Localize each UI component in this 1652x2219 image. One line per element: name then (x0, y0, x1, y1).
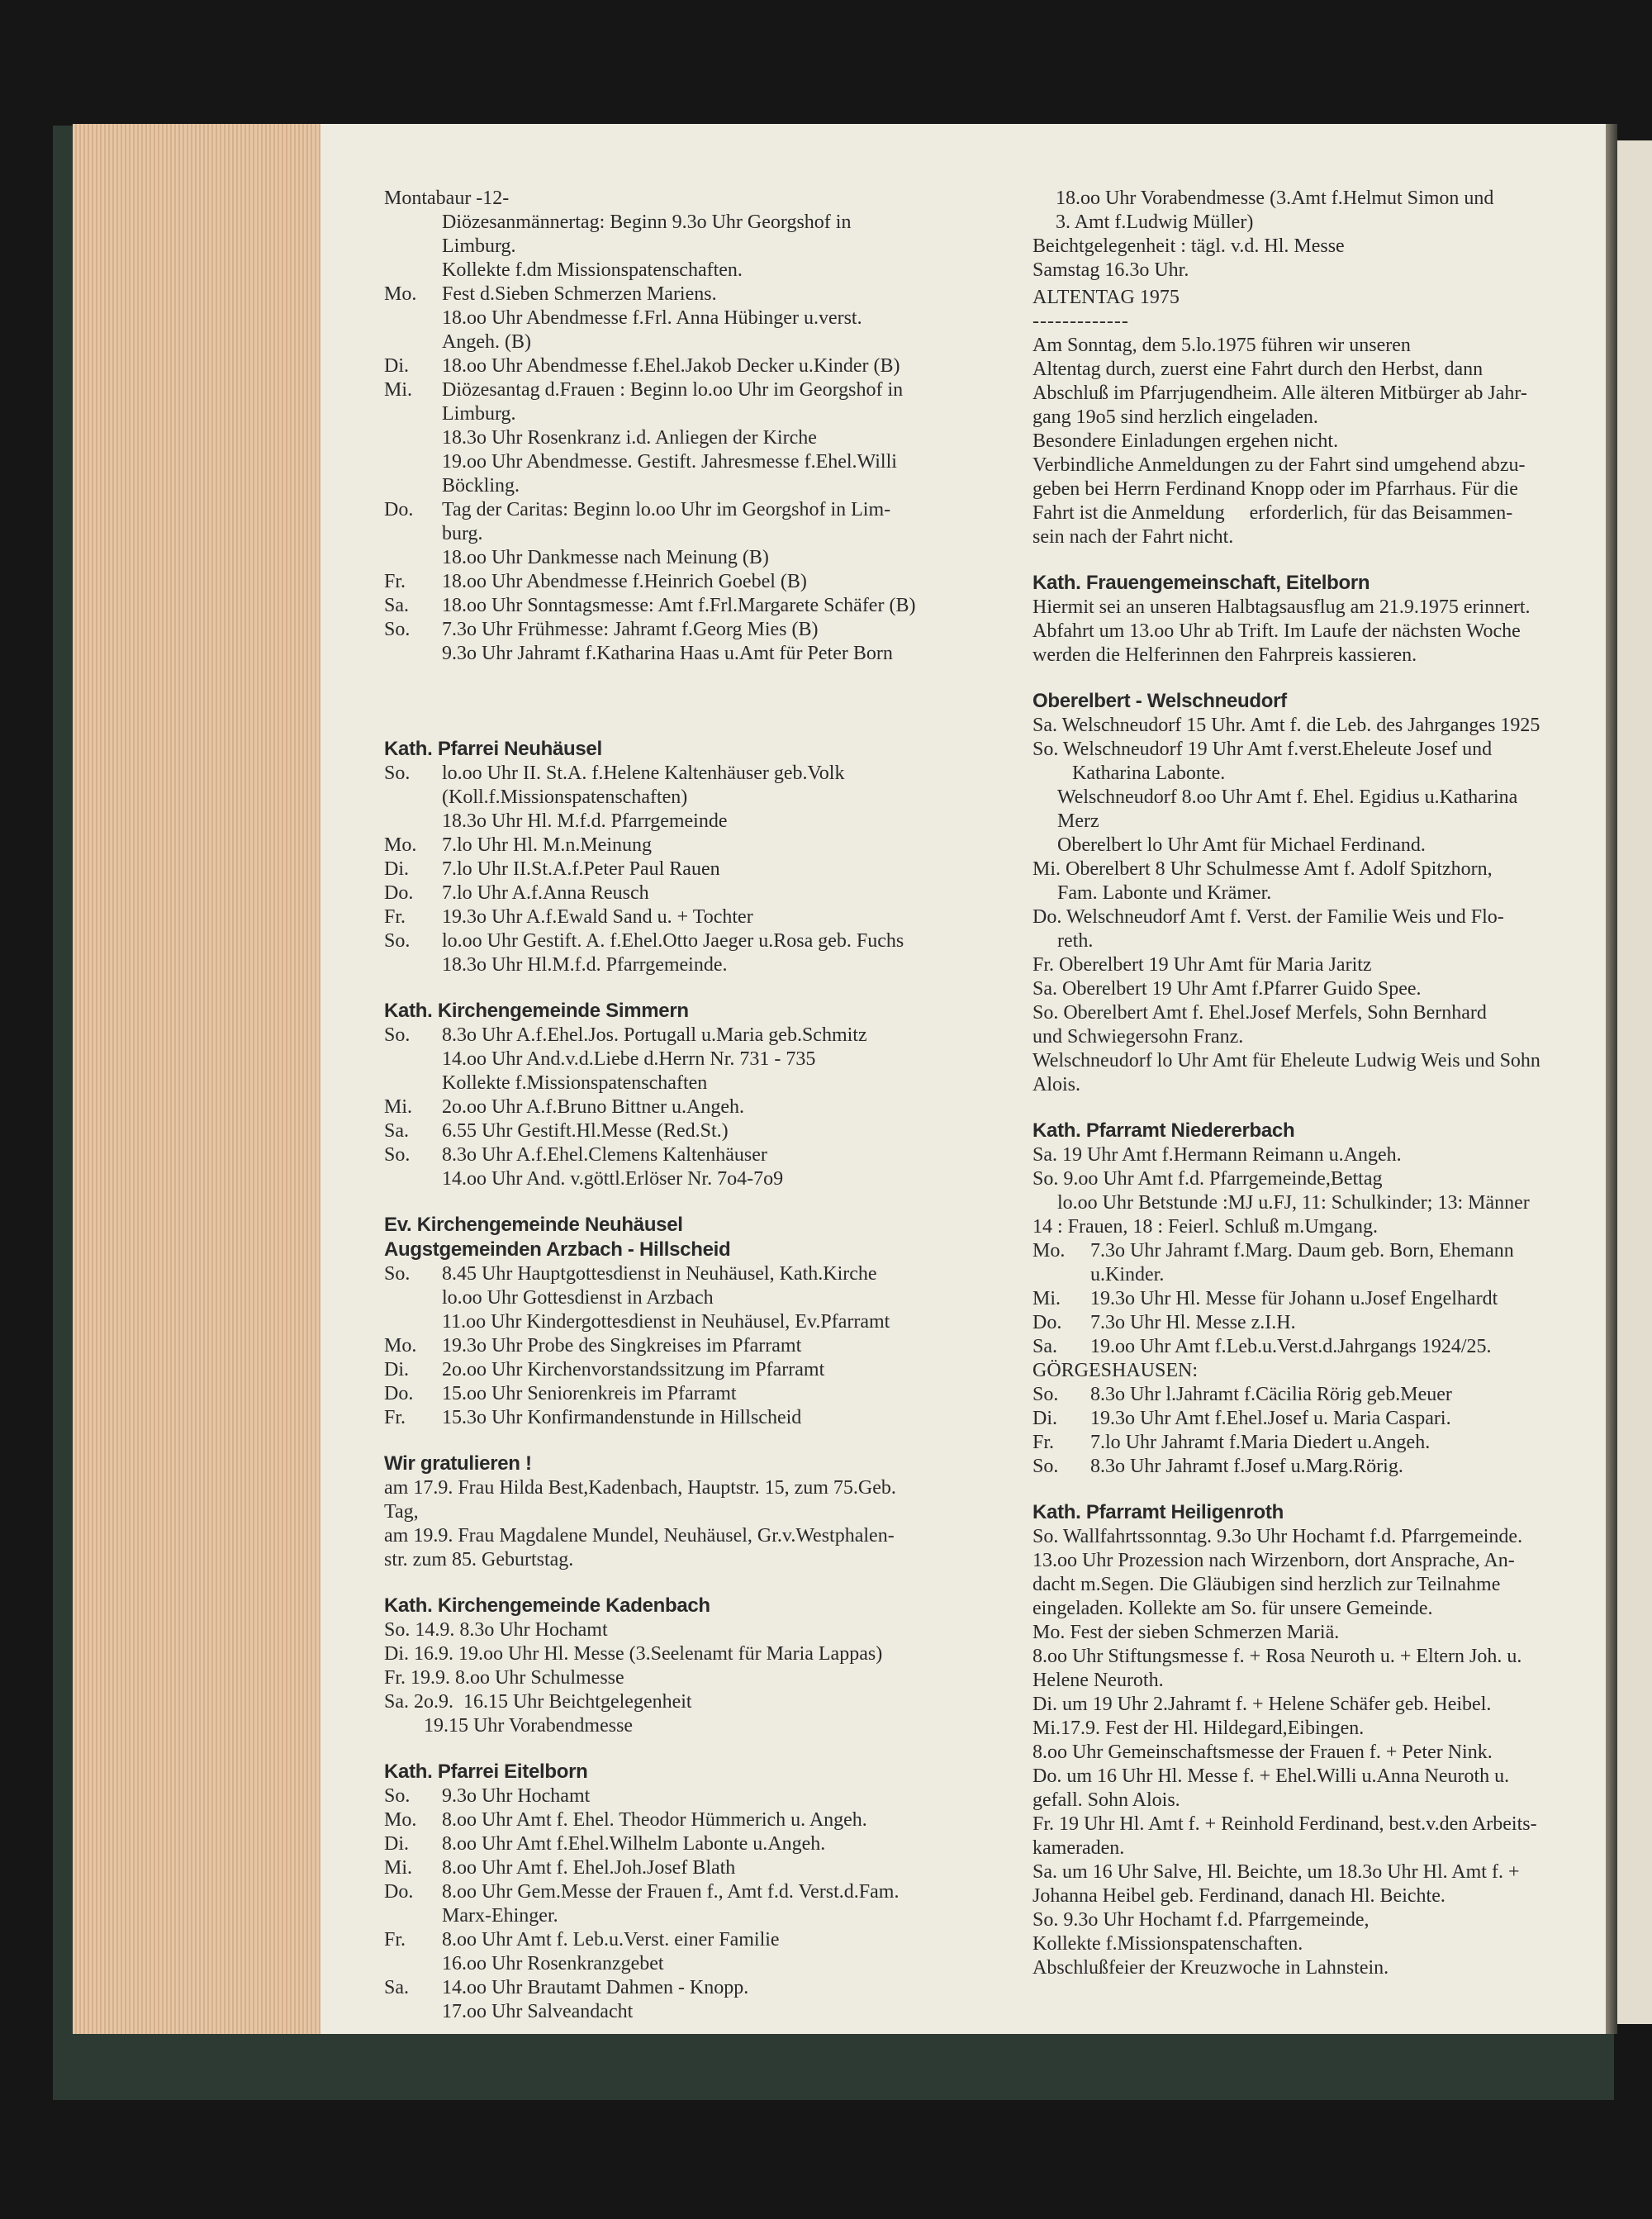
text-line: gang 19o5 sind herzlich eingeladen. (1032, 406, 1318, 428)
text-line: Alois. (1032, 1074, 1081, 1095)
page-header: Montabaur -12- (384, 188, 510, 209)
text-line: Verbindliche Anmeldungen zu der Fahrt sind umgehend abzu- (1032, 454, 1526, 476)
text-line: gefall. Sohn Alois. (1032, 1789, 1180, 1811)
schedule-text: 8.3o Uhr Jahramt f.Josef u.Marg.Rörig. (1090, 1456, 1403, 1477)
page-gutter (1606, 124, 1617, 2034)
text-line: dacht m.Segen. Die Gläubigen sind herzlich zur Teilnahme (1032, 1574, 1501, 1595)
weekday: Fr. (1032, 1432, 1055, 1453)
schedule-row (384, 378, 995, 402)
text-line: So. Welschneudorf 19 Uhr Amt f.verst.Eheleute Josef und (1032, 739, 1493, 760)
schedule-text: Kollekte f.dm Missionspatenschaften. (442, 259, 743, 281)
section-heading: Kath. Pfarramt Heiligenroth (1032, 1501, 1284, 1523)
schedule-row (1032, 1287, 1591, 1311)
schedule-row (1032, 1431, 1591, 1455)
schedule-text: 18.3o Uhr Hl. M.f.d. Pfarrgemeinde (442, 810, 728, 832)
text-line: am 17.9. Frau Hilda Best,Kadenbach, Hauptstr. 15, zum 75.Geb. (384, 1477, 896, 1499)
schedule-text: 19.3o Uhr Amt f.Ehel.Josef u. Maria Caspari. (1090, 1408, 1451, 1429)
weekday: Mo. (1032, 1240, 1066, 1262)
weekday (384, 235, 442, 259)
schedule-row (1032, 1335, 1591, 1359)
text-line: sein nach der Fahrt nicht. (1032, 526, 1234, 548)
weekday (384, 953, 442, 977)
weekday (384, 330, 442, 354)
schedule-row (384, 570, 995, 594)
schedule-row (384, 1262, 995, 1286)
schedule-text: Böckling. (442, 475, 520, 497)
section-heading: Kath. Pfarrei Neuhäusel (384, 738, 602, 760)
schedule-row (384, 1048, 995, 1071)
schedule-text: 18.oo Uhr Sonntagsmesse: Amt f.Frl.Margarete Schäfer (B) (442, 595, 916, 616)
text-line: Mi. Oberelbert 8 Uhr Schulmesse Amt f. Adolf Spitzhorn, (1032, 858, 1493, 880)
schedule-text: 14.oo Uhr Brautamt Dahmen - Knopp. (442, 1977, 749, 1998)
weekday (384, 259, 442, 283)
schedule-row (384, 1310, 995, 1334)
section-heading: Kath. Pfarrei Eitelborn (384, 1760, 588, 1783)
schedule-row (384, 450, 995, 474)
schedule-row (384, 594, 995, 618)
text-line: 3. Amt f.Ludwig Müller) (1056, 211, 1254, 233)
weekday (384, 2000, 442, 2024)
text-line: 14 : Frauen, 18 : Feierl. Schluß m.Umgang. (1032, 1216, 1378, 1238)
weekday (384, 1952, 442, 1976)
schedule-row (384, 474, 995, 498)
schedule-text: 18.oo Uhr Abendmesse f.Frl. Anna Hübinger u.verst. (442, 307, 862, 329)
text-line: Di. um 19 Uhr 2.Jahramt f. + Helene Schäfer geb. Heibel. (1032, 1694, 1492, 1715)
left-column (384, 187, 995, 2024)
weekday: Sa. (384, 595, 409, 616)
spacer (384, 666, 995, 715)
weekday: Do. (384, 1383, 414, 1404)
schedule-text: burg. (442, 523, 483, 544)
weekday (384, 450, 442, 474)
text-line: GÖRGESHAUSEN: (1032, 1360, 1199, 1381)
schedule-row (384, 1286, 995, 1310)
schedule-text: 18.oo Uhr Abendmesse f.Heinrich Goebel (B) (442, 571, 807, 592)
text-line: Abfahrt um 13.oo Uhr ab Trift. Im Laufe der nächsten Woche (1032, 620, 1521, 642)
weekday: So. (384, 1144, 411, 1166)
schedule-row (384, 881, 995, 905)
schedule-row (384, 786, 995, 810)
schedule-text: 7.lo Uhr II.St.A.f.Peter Paul Rauen (442, 858, 720, 880)
weekday: So. (384, 1785, 411, 1807)
schedule-row (384, 1119, 995, 1143)
schedule-text: Tag der Caritas: Beginn lo.oo Uhr im Georgshof in Lim- (442, 499, 891, 520)
schedule-row (384, 402, 995, 426)
schedule-text: 19.3o Uhr Probe des Singkreises im Pfarramt (442, 1335, 802, 1357)
schedule-text: 14.oo Uhr And. v.göttl.Erlöser Nr. 7o4-7o9 (442, 1168, 784, 1190)
text-line: Kollekte f.Missionspatenschaften. (1032, 1933, 1303, 1955)
text-line: Fam. Labonte und Krämer. (1032, 882, 1272, 904)
weekday: Mi. (384, 1857, 413, 1879)
text-line: Sa. 2o.9. 16.15 Uhr Beichtgelegenheit (384, 1691, 692, 1713)
schedule-text: lo.oo Uhr Gottesdienst in Arzbach (442, 1287, 714, 1309)
schedule-row (384, 905, 995, 929)
section-heading-line: Augstgemeinden Arzbach - Hillscheid (384, 1238, 731, 1261)
text-line: Fr. 19 Uhr Hl. Amt f. + Reinhold Ferdinand, best.v.den Arbeits- (1032, 1813, 1537, 1835)
text-line: Am Sonntag, dem 5.lo.1975 führen wir unseren (1032, 335, 1411, 356)
text-line: Samstag 16.3o Uhr. (1032, 259, 1189, 281)
schedule-text: (Koll.f.Missionspatenschaften) (442, 786, 688, 808)
text-line: 13.oo Uhr Prozession nach Wirzenborn, dort Ansprache, An- (1032, 1550, 1515, 1571)
schedule-row (1032, 1407, 1591, 1431)
text-line: So. 14.9. 8.3o Uhr Hochamt (384, 1619, 608, 1641)
schedule-row (384, 211, 995, 235)
schedule-text: 7.lo Uhr A.f.Anna Reusch (442, 882, 649, 904)
schedule-text: lo.oo Uhr Gestift. A. f.Ehel.Otto Jaeger u.Rosa geb. Fuchs (442, 930, 904, 952)
schedule-text: 19.oo Uhr Abendmesse. Gestift. Jahresmesse f.Ehel.Willi (442, 451, 897, 473)
schedule-text: Limburg. (442, 235, 516, 257)
section-heading: Kath. Frauengemeinschaft, Eitelborn (1032, 572, 1370, 594)
schedule-row (384, 354, 995, 378)
schedule-text: 7.3o Uhr Jahramt f.Marg. Daum geb. Born, Ehemann (1090, 1240, 1514, 1262)
schedule-row (384, 1143, 995, 1167)
schedule-row (384, 330, 995, 354)
schedule-row (384, 1856, 995, 1880)
schedule-text: 2o.oo Uhr A.f.Bruno Bittner u.Angeh. (442, 1096, 744, 1118)
schedule-text: 19.3o Uhr Hl. Messe für Johann u.Josef Engelhardt (1090, 1288, 1498, 1309)
schedule-text: 7.lo Uhr Hl. M.n.Meinung (442, 834, 652, 856)
weekday (384, 522, 442, 546)
weekday: Di. (384, 858, 409, 880)
text-line: Welschneudorf 8.oo Uhr Amt f. Ehel. Egidius u.Katharina (1032, 786, 1518, 808)
schedule-text: 14.oo Uhr And.v.d.Liebe d.Herrn Nr. 731 - 735 (442, 1048, 816, 1070)
schedule-text: 19.3o Uhr A.f.Ewald Sand u. + Tochter (442, 906, 753, 928)
schedule-text: 8.3o Uhr A.f.Ehel.Jos. Portugall u.Maria geb.Schmitz (442, 1024, 867, 1046)
text-line: Johanna Heibel geb. Ferdinand, danach Hl. Beichte. (1032, 1885, 1446, 1907)
weekday (384, 1048, 442, 1071)
weekday (384, 211, 442, 235)
schedule-text: 19.oo Uhr Amt f.Leb.u.Verst.d.Jahrgangs 1924/25. (1090, 1336, 1492, 1357)
weekday: Sa. (384, 1120, 409, 1142)
weekday: Mo. (384, 283, 417, 305)
weekday: Do. (384, 499, 414, 520)
schedule-text: 16.oo Uhr Rosenkranzgebet (442, 1953, 664, 1974)
text-line: Do. Welschneudorf Amt f. Verst. der Familie Weis und Flo- (1032, 906, 1504, 928)
text-line: Fahrt ist die Anmeldung erforderlich, für das Beisammen- (1032, 502, 1513, 524)
text-line: 19.15 Uhr Vorabendmesse (384, 1715, 634, 1737)
text-line: Fr. Oberelbert 19 Uhr Amt für Maria Jaritz (1032, 954, 1372, 976)
weekday: So. (1032, 1384, 1059, 1405)
text-line: Abschlußfeier der Kreuzwoche in Lahnstein. (1032, 1957, 1389, 1979)
weekday: Fr. (384, 571, 406, 592)
schedule-text: 7.3o Uhr Hl. Messe z.I.H. (1090, 1312, 1296, 1333)
text-line: Beichtgelegenheit : tägl. v.d. Hl. Messe (1032, 235, 1345, 257)
schedule-row (384, 1952, 995, 1976)
weekday: Mi. (1032, 1288, 1061, 1309)
text-line: werden die Helferinnen den Fahrpreis kassieren. (1032, 644, 1417, 666)
weekday: Do. (384, 1881, 414, 1903)
weekday (384, 1167, 442, 1191)
weekday (384, 810, 442, 834)
weekday: Sa. (384, 1977, 409, 1998)
schedule-text: 17.oo Uhr Salveandacht (442, 2001, 634, 2022)
weekday: Fr. (384, 1407, 406, 1428)
schedule-row (384, 1071, 995, 1095)
text-line: am 19.9. Frau Magdalene Mundel, Neuhäusel, Gr.v.Westphalen- (384, 1525, 895, 1547)
schedule-text: 6.55 Uhr Gestift.Hl.Messe (Red.St.) (442, 1120, 729, 1142)
schedule-text: Diözesanmännertag: Beginn 9.3o Uhr Georgshof in (442, 211, 852, 233)
weekday (384, 546, 442, 570)
text-line: Sa. 19 Uhr Amt f.Hermann Reimann u.Angeh. (1032, 1144, 1402, 1166)
schedule-row (384, 834, 995, 858)
weekday: Fr. (384, 906, 406, 928)
text-line: Sa. Oberelbert 19 Uhr Amt f.Pfarrer Guido Spee. (1032, 978, 1422, 1000)
schedule-row (384, 259, 995, 283)
text-line: 8.oo Uhr Stiftungsmesse f. + Rosa Neuroth u. + Eltern Joh. u. (1032, 1646, 1522, 1667)
schedule-text: 9.3o Uhr Hochamt (442, 1785, 591, 1807)
text-line: Di. 16.9. 19.oo Uhr Hl. Messe (3.Seelenamt für Maria Lappas) (384, 1643, 883, 1665)
text-line: So. 9.oo Uhr Amt f.d. Pfarrgemeinde,Bettag (1032, 1168, 1383, 1190)
text-line: geben bei Herrn Ferdinand Knopp oder im Pfarrhaus. Für die (1032, 478, 1518, 500)
weekday (384, 1286, 442, 1310)
schedule-row (384, 1334, 995, 1358)
weekday (384, 402, 442, 426)
schedule-text: 15.oo Uhr Seniorenkreis im Pfarramt (442, 1383, 737, 1404)
schedule-text: 18.3o Uhr Rosenkranz i.d. Anliegen der Kirche (442, 427, 817, 449)
weekday (384, 642, 442, 666)
schedule-text: 8.oo Uhr Amt f. Ehel. Theodor Hümmerich u. Angeh. (442, 1809, 867, 1831)
weekday (384, 1310, 442, 1334)
schedule-text: Limburg. (442, 403, 516, 425)
weekday: Mi. (384, 379, 413, 401)
weekday (384, 786, 442, 810)
schedule-row (384, 1167, 995, 1191)
weekday (384, 306, 442, 330)
schedule-row (384, 426, 995, 450)
text-line: So. Wallfahrtssonntag. 9.3o Uhr Hochamt f.d. Pfarrgemeinde. (1032, 1526, 1523, 1547)
page-edges (73, 124, 320, 2034)
weekday: Di. (384, 355, 409, 377)
weekday (1032, 1263, 1090, 1287)
right-column (1032, 187, 1591, 1980)
schedule-row (384, 498, 995, 522)
schedule-text: 7.lo Uhr Jahramt f.Maria Diedert u.Angeh. (1090, 1432, 1431, 1453)
schedule-text: 15.3o Uhr Konfirmandenstunde in Hillscheid (442, 1407, 802, 1428)
schedule-row (384, 1976, 995, 2000)
text-line: 8.oo Uhr Gemeinschaftsmesse der Frauen f. + Peter Nink. (1032, 1741, 1493, 1763)
text-line: Do. um 16 Uhr Hl. Messe f. + Ehel.Willi u.Anna Neuroth u. (1032, 1765, 1510, 1787)
schedule-row (384, 618, 995, 642)
schedule-text: Angeh. (B) (442, 331, 531, 353)
text-line: reth. (1032, 930, 1094, 952)
schedule-row (1032, 1239, 1591, 1263)
weekday (384, 474, 442, 498)
weekday: Mo. (384, 1809, 417, 1831)
schedule-row (384, 1808, 995, 1832)
section-heading: Oberelbert - Welschneudorf (1032, 690, 1287, 712)
text-line: und Schwiegersohn Franz. (1032, 1026, 1244, 1048)
text-line: Fr. 19.9. 8.oo Uhr Schulmesse (384, 1667, 624, 1689)
schedule-text: Fest d.Sieben Schmerzen Mariens. (442, 283, 717, 305)
schedule-row (1032, 1383, 1591, 1407)
section-heading: Kath. Kirchengemeinde Kadenbach (384, 1594, 710, 1617)
schedule-text: 18.oo Uhr Abendmesse f.Ehel.Jakob Decker u.Kinder (B) (442, 355, 900, 377)
schedule-text: 11.oo Uhr Kindergottesdienst in Neuhäusel, Ev.Pfarramt (442, 1311, 890, 1333)
text-line: So. Oberelbert Amt f. Ehel.Josef Merfels, Sohn Bernhard (1032, 1002, 1487, 1024)
schedule-text: 2o.oo Uhr Kirchenvorstandssitzung im Pfarramt (442, 1359, 825, 1380)
schedule-row (384, 1784, 995, 1808)
weekday: So. (384, 619, 411, 640)
weekday: Di. (1032, 1408, 1057, 1429)
text-line: Helene Neuroth. (1032, 1670, 1164, 1691)
adjacent-page-strip (1617, 140, 1652, 2024)
schedule-row (1032, 1263, 1591, 1287)
schedule-text: u.Kinder. (1090, 1264, 1165, 1285)
text-line: Merz (1032, 810, 1099, 832)
weekday (384, 1071, 442, 1095)
schedule-row (384, 1904, 995, 1928)
schedule-text: Diözesantag d.Frauen : Beginn lo.oo Uhr im Georgshof in (442, 379, 904, 401)
text-line: Sa. um 16 Uhr Salve, Hl. Beichte, um 18.3o Uhr Hl. Amt f. + (1032, 1861, 1520, 1883)
text-line: Sa. Welschneudorf 15 Uhr. Amt f. die Leb. des Jahrganges 1925 (1032, 715, 1540, 736)
schedule-text: 8.3o Uhr A.f.Ehel.Clemens Kaltenhäuser (442, 1144, 767, 1166)
text-line: Katharina Labonte. (1032, 763, 1226, 784)
schedule-text: 8.oo Uhr Amt f. Ehel.Joh.Josef Blath (442, 1857, 736, 1879)
weekday: So. (1032, 1456, 1059, 1477)
section-heading: Wir gratulieren ! (384, 1452, 532, 1475)
weekday: So. (384, 930, 411, 952)
weekday: So. (384, 763, 411, 784)
text-line: 18.oo Uhr Vorabendmesse (3.Amt f.Helmut Simon und (1056, 188, 1494, 209)
schedule-row (1032, 1311, 1591, 1335)
weekday: So. (384, 1024, 411, 1046)
text-line: Mi.17.9. Fest der Hl. Hildegard,Eibingen. (1032, 1718, 1365, 1739)
schedule-row (384, 1406, 995, 1430)
text-line: lo.oo Uhr Betstunde :MJ u.FJ, 11: Schulkinder; 13: Männer (1032, 1192, 1530, 1214)
weekday: Mo. (384, 1335, 417, 1357)
schedule-row (384, 1095, 995, 1119)
schedule-row (384, 1880, 995, 1904)
text-line: str. zum 85. Geburtstag. (384, 1549, 574, 1570)
schedule-row (384, 1382, 995, 1406)
text-line: Besondere Einladungen ergehen nicht. (1032, 430, 1339, 452)
weekday (384, 426, 442, 450)
schedule-text: 8.oo Uhr Amt f.Ehel.Wilhelm Labonte u.Angeh. (442, 1833, 826, 1855)
weekday: Mi. (384, 1096, 413, 1118)
schedule-text: lo.oo Uhr II. St.A. f.Helene Kaltenhäuser geb.Volk (442, 763, 845, 784)
text-line: So. 9.3o Uhr Hochamt f.d. Pfarrgemeinde, (1032, 1909, 1370, 1931)
section-heading-line: Ev. Kirchengemeinde Neuhäusel (384, 1214, 683, 1236)
schedule-text: 8.oo Uhr Amt f. Leb.u.Verst. einer Familie (442, 1929, 780, 1951)
schedule-row (384, 1024, 995, 1048)
schedule-row (384, 1928, 995, 1952)
schedule-row (384, 810, 995, 834)
weekday: Di. (384, 1833, 409, 1855)
weekday: Mo. (384, 834, 417, 856)
schedule-row (384, 522, 995, 546)
text-line: Abschluß im Pfarrjugendheim. Alle älteren Mitbürger ab Jahr- (1032, 383, 1527, 404)
schedule-row (384, 1832, 995, 1856)
weekday: Fr. (384, 1929, 406, 1951)
schedule-row (384, 929, 995, 953)
schedule-row (384, 546, 995, 570)
weekday: Di. (384, 1359, 409, 1380)
schedule-text: 18.oo Uhr Dankmesse nach Meinung (B) (442, 547, 769, 568)
text-line: kameraden. (1032, 1837, 1125, 1859)
weekday: Do. (384, 882, 414, 904)
schedule-text: Kollekte f.Missionspatenschaften (442, 1072, 708, 1094)
text-line: eingeladen. Kollekte am So. für unsere Gemeinde. (1032, 1598, 1433, 1619)
schedule-text: 7.3o Uhr Frühmesse: Jahramt f.Georg Mies (B) (442, 619, 819, 640)
schedule-row (384, 642, 995, 666)
schedule-row (384, 2000, 995, 2024)
weekday: Sa. (1032, 1336, 1057, 1357)
section-heading: Kath. Pfarramt Niedererbach (1032, 1119, 1295, 1142)
schedule-row (384, 858, 995, 881)
section-heading: Kath. Kirchengemeinde Simmern (384, 1000, 689, 1022)
schedule-row (384, 306, 995, 330)
weekday (384, 1904, 442, 1928)
text-line: Welschneudorf lo Uhr Amt für Eheleute Ludwig Weis und Sohn (1032, 1050, 1540, 1071)
weekday: So. (384, 1263, 411, 1285)
document-page (320, 124, 1606, 2034)
schedule-row (1032, 1455, 1591, 1479)
title-underline: ------------- (1032, 311, 1129, 332)
schedule-text: 8.oo Uhr Gem.Messe der Frauen f., Amt f.d. Verst.d.Fam. (442, 1881, 900, 1903)
text-line: Altentag durch, zuerst eine Fahrt durch den Herbst, dann (1032, 359, 1483, 380)
text-line: Tag, (384, 1501, 419, 1523)
weekday: Do. (1032, 1312, 1062, 1333)
schedule-row (384, 953, 995, 977)
schedule-text: 8.45 Uhr Hauptgottesdienst in Neuhäusel, Kath.Kirche (442, 1263, 877, 1285)
schedule-text: 18.3o Uhr Hl.M.f.d. Pfarrgemeinde. (442, 954, 728, 976)
text-line: Hiermit sei an unseren Halbtagsausflug am 21.9.1975 erinnert. (1032, 596, 1531, 618)
text-line: Oberelbert lo Uhr Amt für Michael Ferdinand. (1032, 834, 1426, 856)
text-line: Mo. Fest der sieben Schmerzen Mariä. (1032, 1622, 1340, 1643)
section-heading (384, 1213, 995, 1262)
schedule-row (384, 283, 995, 306)
schedule-text: 8.3o Uhr l.Jahramt f.Cäcilia Rörig geb.Meuer (1090, 1384, 1452, 1405)
schedule-row (384, 1358, 995, 1382)
section-title: ALTENTAG 1975 (1032, 287, 1180, 308)
schedule-text: Marx-Ehinger. (442, 1905, 558, 1927)
schedule-text: 9.3o Uhr Jahramt f.Katharina Haas u.Amt für Peter Born (442, 643, 893, 664)
schedule-row (384, 762, 995, 786)
schedule-row (384, 235, 995, 259)
